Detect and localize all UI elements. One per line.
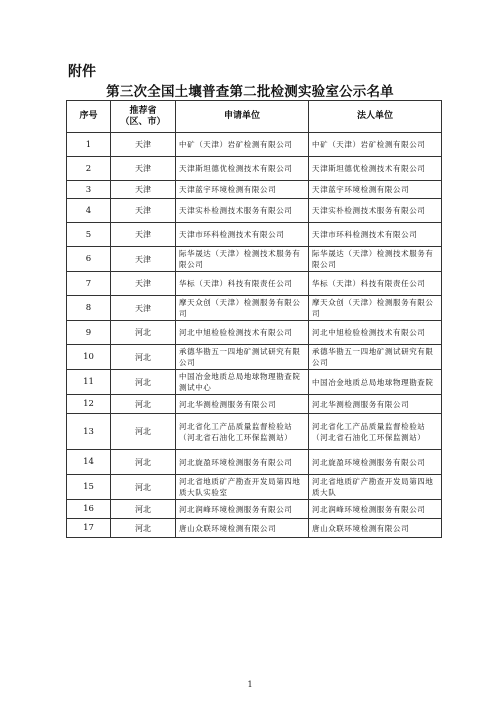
row-applicant: 中矿（天津）岩矿检测有限公司 bbox=[176, 133, 309, 157]
row-index: 11 bbox=[67, 370, 111, 395]
row-province: 河北 bbox=[111, 500, 176, 519]
row-index: 4 bbox=[67, 199, 111, 223]
row-province: 天津 bbox=[111, 157, 176, 181]
row-index: 7 bbox=[67, 272, 111, 296]
table-header-row bbox=[67, 101, 442, 133]
row-applicant: 天津市环科检测技术有限公司 bbox=[176, 223, 309, 247]
row-legal-entity: 唐山众联环境检测有限公司 bbox=[309, 519, 442, 538]
row-legal-entity: 天津实朴检测技术服务有限公司 bbox=[309, 199, 442, 223]
row-applicant: 际华晟达（天津）检测技术服务有限公司 bbox=[176, 247, 309, 272]
row-province: 河北 bbox=[111, 321, 176, 345]
row-index: 5 bbox=[67, 223, 111, 247]
table-row bbox=[67, 157, 442, 181]
row-legal-entity: 摩天众创（天津）检测服务有限公司 bbox=[309, 296, 442, 321]
row-legal-entity: 天津市环科检测技术有限公司 bbox=[309, 223, 442, 247]
row-applicant: 天津实朴检测技术服务有限公司 bbox=[176, 199, 309, 223]
row-applicant: 天津蓝宇环境检测有限公司 bbox=[176, 181, 309, 199]
row-province: 天津 bbox=[111, 247, 176, 272]
row-applicant: 天津斯坦德优检测技术有限公司 bbox=[176, 157, 309, 181]
row-index: 1 bbox=[67, 133, 111, 157]
row-legal-entity: 河北润峰环境检测服务有限公司 bbox=[309, 500, 442, 519]
row-province: 河北 bbox=[111, 395, 176, 414]
row-legal-entity: 河北旋盈环境检测服务有限公司 bbox=[309, 450, 442, 475]
header-legal-entity: 法人单位 bbox=[309, 101, 442, 133]
row-legal-entity: 河北省地质矿产勘查开发局第四地质大队 bbox=[309, 475, 442, 500]
row-applicant: 承德华勘五一四地矿测试研究有限公司 bbox=[176, 345, 309, 370]
document-title: 第三次全国土壤普查第二批检测实验室公示名单 bbox=[106, 84, 394, 100]
row-index: 14 bbox=[67, 450, 111, 475]
table-row bbox=[67, 475, 442, 500]
row-legal-entity: 承德华勘五一四地矿测试研究有限公司 bbox=[309, 345, 442, 370]
page-number: 1 bbox=[247, 680, 253, 689]
row-province: 河北 bbox=[111, 519, 176, 538]
laboratory-list-table bbox=[66, 100, 442, 538]
row-index: 13 bbox=[67, 414, 111, 450]
table-row bbox=[67, 370, 442, 395]
row-province: 河北 bbox=[111, 414, 176, 450]
row-province: 天津 bbox=[111, 296, 176, 321]
attachment-label: 附件 bbox=[68, 64, 96, 80]
row-applicant: 唐山众联环境检测有限公司 bbox=[176, 519, 309, 538]
row-legal-entity: 际华晟达（天津）检测技术服务有限公司 bbox=[309, 247, 442, 272]
row-index: 15 bbox=[67, 475, 111, 500]
table-row bbox=[67, 519, 442, 538]
row-province: 天津 bbox=[111, 223, 176, 247]
row-province: 天津 bbox=[111, 199, 176, 223]
row-applicant: 河北省化工产品质量监督检验站（河北省石油化工环保监测站） bbox=[176, 414, 309, 450]
row-province: 天津 bbox=[111, 272, 176, 296]
table-row bbox=[67, 247, 442, 272]
row-legal-entity: 中国冶金地质总局地球物理勘查院 bbox=[309, 370, 442, 395]
row-legal-entity: 天津蓝宇环境检测有限公司 bbox=[309, 181, 442, 199]
row-province: 天津 bbox=[111, 133, 176, 157]
row-legal-entity: 河北中旭检验检测技术有限公司 bbox=[309, 321, 442, 345]
row-index: 6 bbox=[67, 247, 111, 272]
row-province: 河北 bbox=[111, 345, 176, 370]
header-index: 序号 bbox=[67, 101, 111, 133]
row-index: 16 bbox=[67, 500, 111, 519]
table-row bbox=[67, 345, 442, 370]
row-applicant: 河北旋盈环境检测服务有限公司 bbox=[176, 450, 309, 475]
table-row bbox=[67, 395, 442, 414]
row-index: 9 bbox=[67, 321, 111, 345]
row-index: 8 bbox=[67, 296, 111, 321]
row-legal-entity: 中矿（天津）岩矿检测有限公司 bbox=[309, 133, 442, 157]
table-row bbox=[67, 223, 442, 247]
row-legal-entity: 天津斯坦德优检测技术有限公司 bbox=[309, 157, 442, 181]
table-row bbox=[67, 296, 442, 321]
table-row bbox=[67, 272, 442, 296]
row-index: 10 bbox=[67, 345, 111, 370]
table-row bbox=[67, 414, 442, 450]
row-applicant: 河北中旭检验检测技术有限公司 bbox=[176, 321, 309, 345]
row-index: 17 bbox=[67, 519, 111, 538]
table-row bbox=[67, 199, 442, 223]
table-row bbox=[67, 450, 442, 475]
table-row bbox=[67, 321, 442, 345]
row-province: 河北 bbox=[111, 450, 176, 475]
header-applicant: 申请单位 bbox=[176, 101, 309, 133]
table-row bbox=[67, 181, 442, 199]
row-index: 2 bbox=[67, 157, 111, 181]
table-row bbox=[67, 133, 442, 157]
row-index: 3 bbox=[67, 181, 111, 199]
row-applicant: 河北华测检测服务有限公司 bbox=[176, 395, 309, 414]
row-applicant: 摩天众创（天津）检测服务有限公司 bbox=[176, 296, 309, 321]
table-body bbox=[67, 133, 442, 538]
row-province: 天津 bbox=[111, 181, 176, 199]
row-province: 河北 bbox=[111, 370, 176, 395]
row-legal-entity: 华标（天津）科技有限责任公司 bbox=[309, 272, 442, 296]
table-row bbox=[67, 500, 442, 519]
row-applicant: 河北润峰环境检测服务有限公司 bbox=[176, 500, 309, 519]
row-index: 12 bbox=[67, 395, 111, 414]
row-legal-entity: 河北省化工产品质量监督检验站（河北省石油化工环保监测站） bbox=[309, 414, 442, 450]
row-province: 河北 bbox=[111, 475, 176, 500]
row-legal-entity: 河北华测检测服务有限公司 bbox=[309, 395, 442, 414]
row-applicant: 河北省地质矿产勘查开发局第四地质大队实验室 bbox=[176, 475, 309, 500]
row-applicant: 华标（天津）科技有限责任公司 bbox=[176, 272, 309, 296]
row-applicant: 中国冶金地质总局地球物理勘查院测试中心 bbox=[176, 370, 309, 395]
header-province: 推荐省 （区、市） bbox=[111, 101, 176, 133]
